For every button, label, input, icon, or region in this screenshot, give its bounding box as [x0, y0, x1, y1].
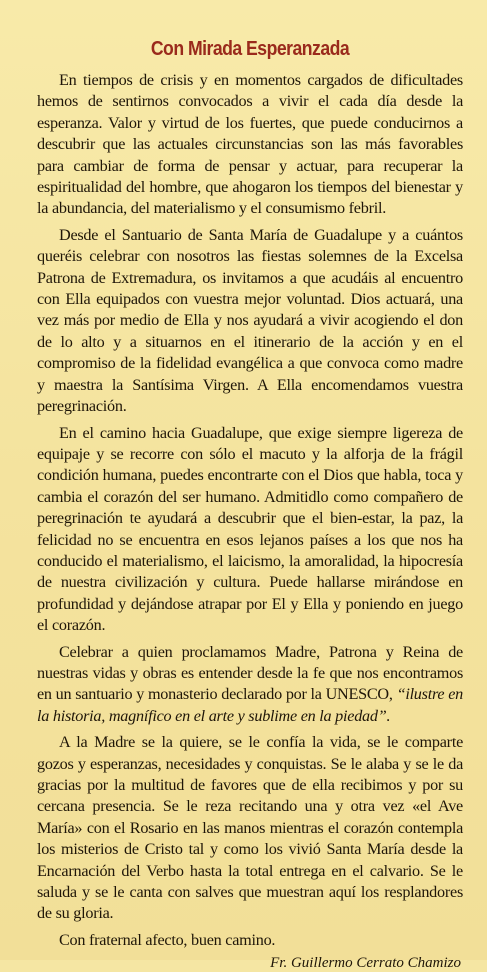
paragraph-3: En el camino hacia Guadalupe, que exige siempre ligereza de equipaje y se recorre con sólo el macuto y la alforja de la frágil condición humana, puedes encontrarte con el Dios que habla, toca y cambia el corazón del ser humano. Admitidlo como compañero de peregrinación te ayudará a descubrir que el bien-estar, la paz, la felicidad no se encuentra en esos lejanos países a los que nos ha conducido el materialismo, el laicismo, la amoralidad, la hipocresía de nuestra civilización y cultura. Puede hallarse mirándose en profundidad y dejándose atrapar por El y Ella y poniendo en juego el corazón. [37, 423, 463, 635]
paragraph-2: Desde el Santuario de Santa María de Guadalupe y a cuántos queréis celebrar con nosotros las fiestas solemnes de la Excelsa Patrona de Extremadura, os invitamos a que acudáis al encuentro con Ella equipados con vuestra mejor voluntad. Dios actuará, una vez más por medio de Ella y nos ayudará a vivir acogiendo el don de lo alto y a situarnos en el itinerario de la acción y en el compromiso de la fidelidad evangélica a que convoca como madre y maestra la Santísima Virgen. A Ella encomendamos vuestra peregrinación. [37, 225, 463, 416]
paragraph-5: A la Madre se la quiere, se le confía la vida, se le comparte gozos y esperanzas, necesidades y conquistas. Se le alaba y se le da gracias por la multitud de favores que de ella recibimos y por su cercana presencia. Se le reza recitando una y otra vez «el Ave María» con el Rosario en las manos mientras el corazón contempla los misterios de Cristo tal y como los vivió Santa María desde la Encarnación del Verbo hasta la total entrega en el calvario. Se le saluda y se le canta con salves que muestran aquí los resplandores de su gloria. [37, 733, 463, 923]
closing-line: Con fraternal afecto, buen camino. [59, 930, 276, 949]
paragraph-1: En tiempos de crisis y en momentos cargados de dificultades hemos de sentirnos convocados a vivir el cada día desde la esperanza. Valor y virtud de los fuertes, que puede conducirnos a descubrir que las actuales circunstancias son las más favorables para cambiar de forma de pensar y actuar, para recuperar la espiritualidad del hombre, que ahogaron los tiempos del bienestar y la abundancia, del materialismo y el consumismo febril. [37, 71, 463, 218]
unesco-quote: “ilustre en la historia, magnífico en el arte y sublime en la piedad”. [37, 685, 464, 725]
signature: Fr. Guillermo Cerrato Chamizo [270, 955, 461, 972]
paragraph-4-text: Celebrar a quien proclamamos Madre, Patrona y Reina de nuestras vidas y obras es entender desde la fe que nos encontramos en un santuario y monasterio declarado por la UNESCO, [37, 642, 463, 704]
paragraph-4 [37, 642, 463, 728]
page-title: Con Mirada Esperanzada [150, 37, 350, 60]
